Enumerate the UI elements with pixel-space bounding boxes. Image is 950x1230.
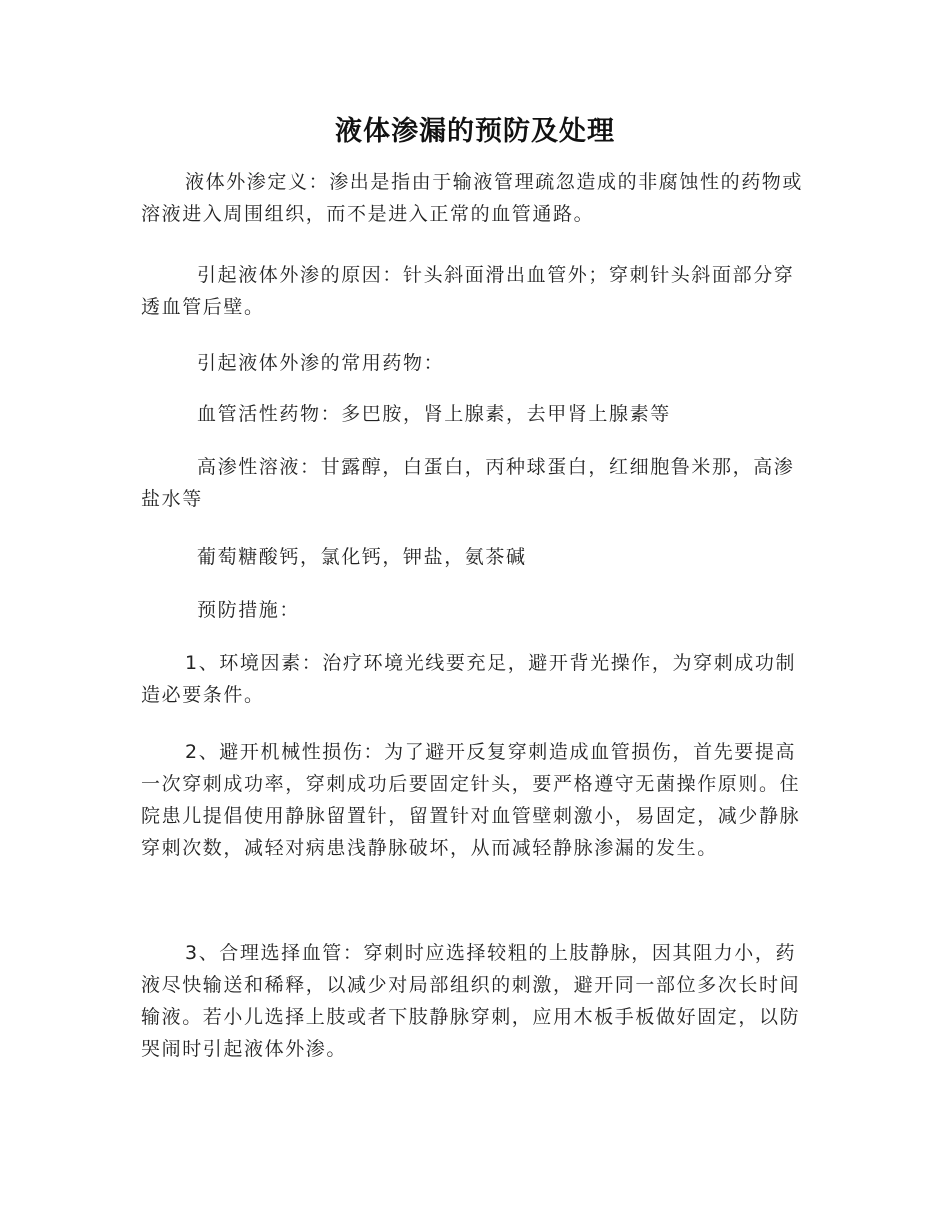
paragraph-other-drugs: 葡萄糖酸钙，氯化钙，钾盐，氨茶碱: [197, 546, 527, 568]
paragraph-prevention-item-3: 3、合理选择血管：穿刺时应选择较粗的上肢静脉，因其阻力小，药液尽快输送和稀释，以减少对局部组织的刺激，避开同一部位多次长时间输液。若小儿选择上肢或者下肢静脉穿刺，应用木板手板做好固定，以防哭闹时引起液体外渗。: [141, 942, 801, 1060]
paragraph-extravasation-definition: 液体外渗定义：渗出是指由于输液管理疏忽造成的非腐蚀性的药物或溶液进入周围组织，而不是进入正常的血管通路。: [141, 171, 804, 225]
paragraph-common-drugs-heading: 引起液体外渗的常用药物：: [197, 352, 445, 374]
paragraph-prevention-item-1: 1、环境因素：治疗环境光线要充足，避开背光操作，为穿刺成功制造必要条件。: [141, 652, 797, 706]
paragraph-vasoactive-drugs: 血管活性药物：多巴胺，肾上腺素，去甲肾上腺素等: [197, 403, 671, 425]
paragraph-prevention-item-2: 2、避开机械性损伤：为了避开反复穿刺造成血管损伤，首先要提高一次穿刺成功率，穿刺成功后要固定针头，要严格遵守无菌操作原则。住院患儿提倡使用静脉留置针，留置针对血管壁刺激小，易固定，减少静脉穿刺次数，减轻对病患浅静脉破坏，从而减轻静脉渗漏的发生。: [141, 741, 801, 859]
paragraph-hypertonic-solutions: 高渗性溶液：甘露醇，白蛋白，丙种球蛋白，红细胞鲁米那，高渗盐水等: [141, 456, 795, 510]
document-title: 液体渗漏的预防及处理: [335, 116, 615, 147]
paragraph-extravasation-causes: 引起液体外渗的原因：针头斜面滑出血管外；穿刺针头斜面部分穿透血管后壁。: [141, 264, 795, 318]
paragraph-prevention-heading: 预防措施：: [197, 599, 301, 621]
